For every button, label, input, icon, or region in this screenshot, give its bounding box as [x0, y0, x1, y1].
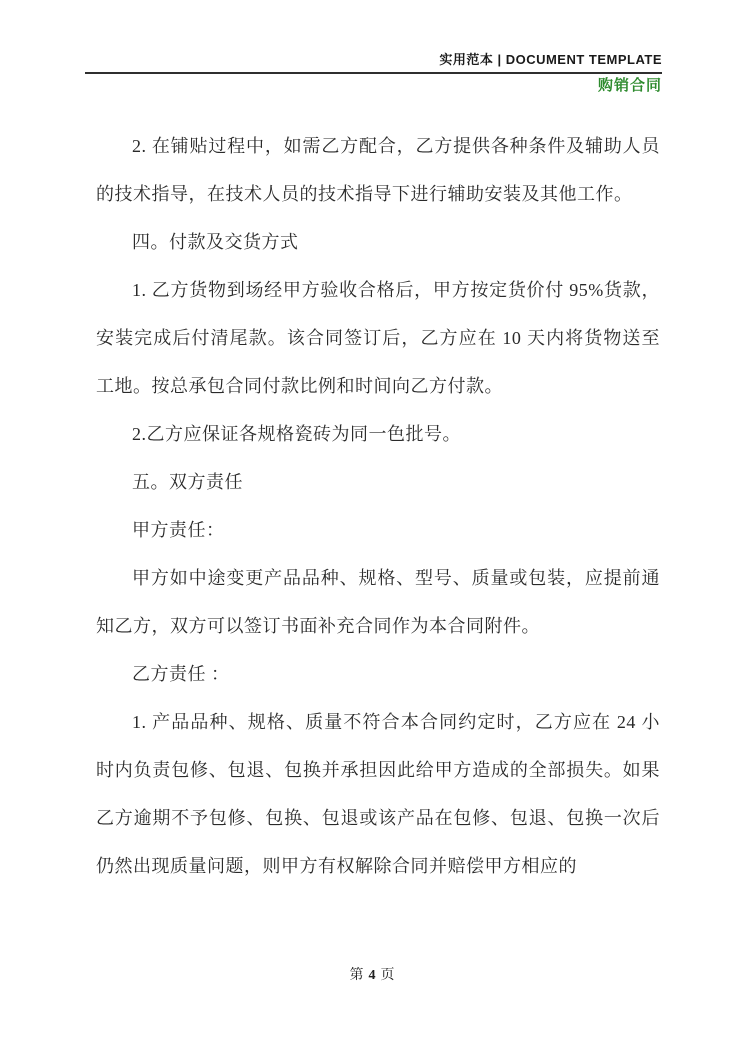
page-header	[85, 52, 662, 95]
page-number: 4	[368, 968, 376, 983]
body-paragraph-subheading: 甲方责任：	[132, 520, 225, 540]
body-paragraph: 1. 产品品种、规格、质量不符合本合同约定时，乙方应在 24 小时内负责包修、包退、包换并承担因此给甲方造成的全部损失。如果乙方逾期不予包修、包换、包退或该产品在包修、包退、包换一次后仍然出现质量问题，则甲方有权解除合同并赔偿甲方相应的	[96, 712, 660, 876]
body-paragraph: 1. 乙方货物到场经甲方验收合格后，甲方按定货价付 95%货款，安装完成后付清尾款。该合同签订后，乙方应在 10 天内将货物送至工地。按总承包合同付款比例和时间向乙方付款。	[96, 280, 660, 396]
body-paragraph: 2. 在铺贴过程中，如需乙方配合，乙方提供各种条件及辅助人员的技术指导，在技术人员的技术指导下进行辅助安装及其他工作。	[96, 136, 660, 204]
body-paragraph-subheading: 乙方责任 ：	[132, 664, 230, 684]
page-footer	[0, 966, 744, 986]
body-paragraph: 2.乙方应保证各规格瓷砖为同一色批号。	[132, 424, 461, 444]
brand-label: 实用范本 | DOCUMENT TEMPLATE	[439, 52, 662, 67]
body-paragraph: 甲方如中途变更产品品种、规格、型号、质量或包装，应提前通知乙方，双方可以签订书面补充合同作为本合同附件。	[96, 568, 660, 636]
page-number-suffix: 页	[380, 968, 395, 983]
document-title: 购销合同	[597, 77, 662, 94]
document-body	[96, 122, 660, 890]
body-paragraph-section-heading: 五。双方责任	[132, 472, 243, 492]
page-number-prefix: 第	[349, 968, 364, 983]
body-paragraph-section-heading: 四。付款及交货方式	[132, 232, 299, 252]
